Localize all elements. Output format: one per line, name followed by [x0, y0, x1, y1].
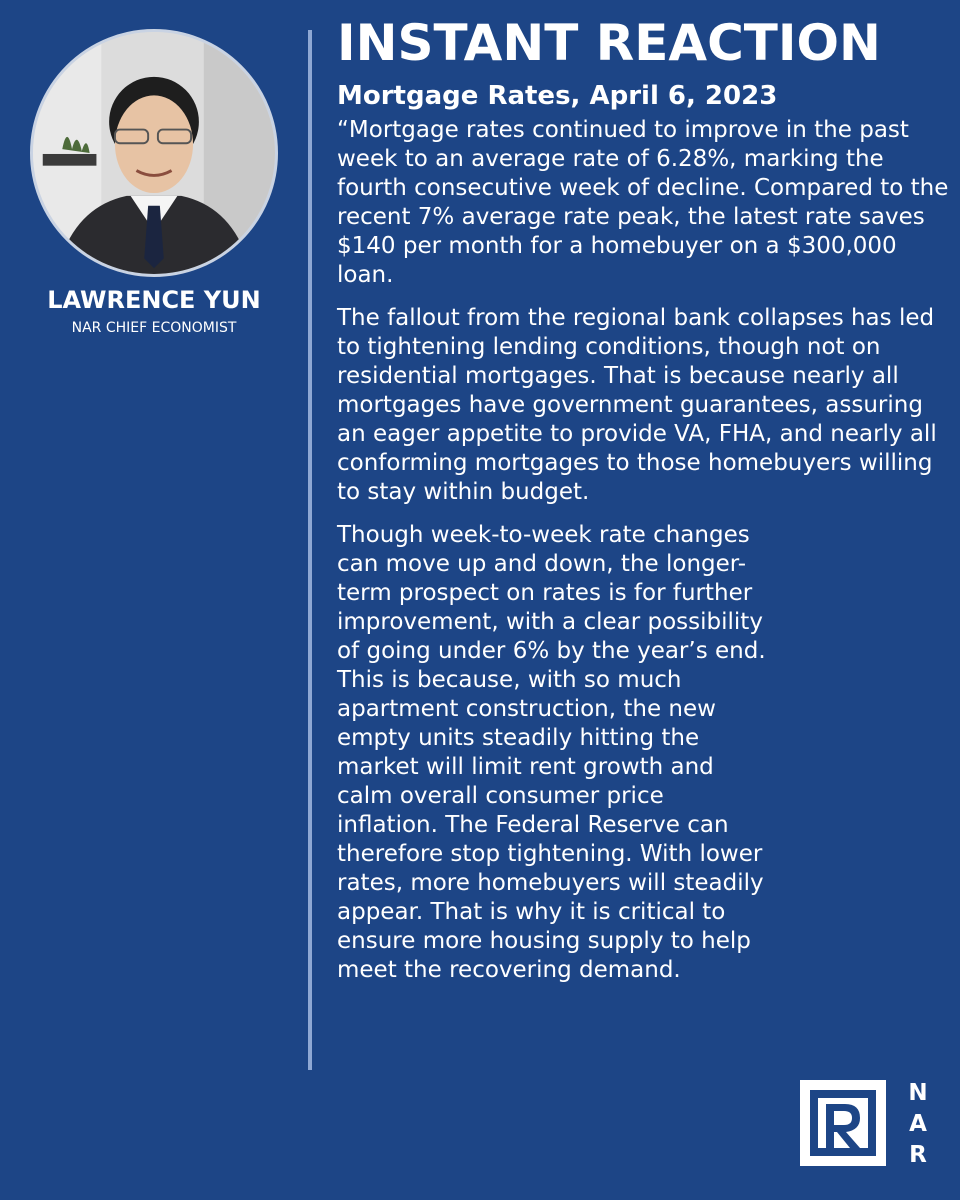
speaker-name: LAWRENCE YUN — [47, 286, 261, 314]
headline: INSTANT REACTION — [337, 14, 881, 72]
speaker-photo — [30, 29, 278, 277]
quote-body — [337, 116, 953, 999]
speaker-title: NAR CHIEF ECONOMIST — [71, 320, 237, 336]
logo-letter-r: R — [909, 1142, 927, 1168]
realtor-r-logo — [800, 1080, 886, 1166]
quote-paragraph-2: The fallout from the regional bank collapses has led to tightening lending conditions, though not on residential mortgages. That is because nearly all mortgages have government guarantees, assuring an eager appetite to provide VA, FHA, and nearly all conforming mortgages to those homebuyers willing to stay within budget. — [337, 305, 937, 505]
realtor-r-icon — [800, 1080, 886, 1166]
logo-letter-a: A — [909, 1111, 927, 1137]
subheadline: Mortgage Rates, April 6, 2023 — [337, 81, 778, 111]
speaker-photo-illustration — [33, 32, 275, 274]
nar-logo-letters — [903, 1078, 933, 1171]
vertical-divider — [308, 30, 312, 1070]
logo-letter-n: N — [908, 1080, 928, 1106]
quote-paragraph-3: Though week-to-week rate changes can move up and down, the longer-term prospect on rates is for further improvement, with a clear possibility of going under 6% by the year’s end. This is because, with so much apartment construction, the new empty units steadily hitting the market will limit rent growth and calm overall consumer price inflation. The Federal Reserve can therefore stop tightening. With lower rates, more homebuyers will steadily appear. That is why it is critical to ensure more housing supply to help meet the recovering demand. — [337, 522, 766, 983]
quote-paragraph-1: “Mortgage rates continued to improve in the past week to an average rate of 6.28%, marking the fourth consecutive week of decline. Compared to the recent 7% average rate peak, the latest rate saves $140 per month for a homebuyer on a $300,000 loan. — [337, 117, 949, 288]
